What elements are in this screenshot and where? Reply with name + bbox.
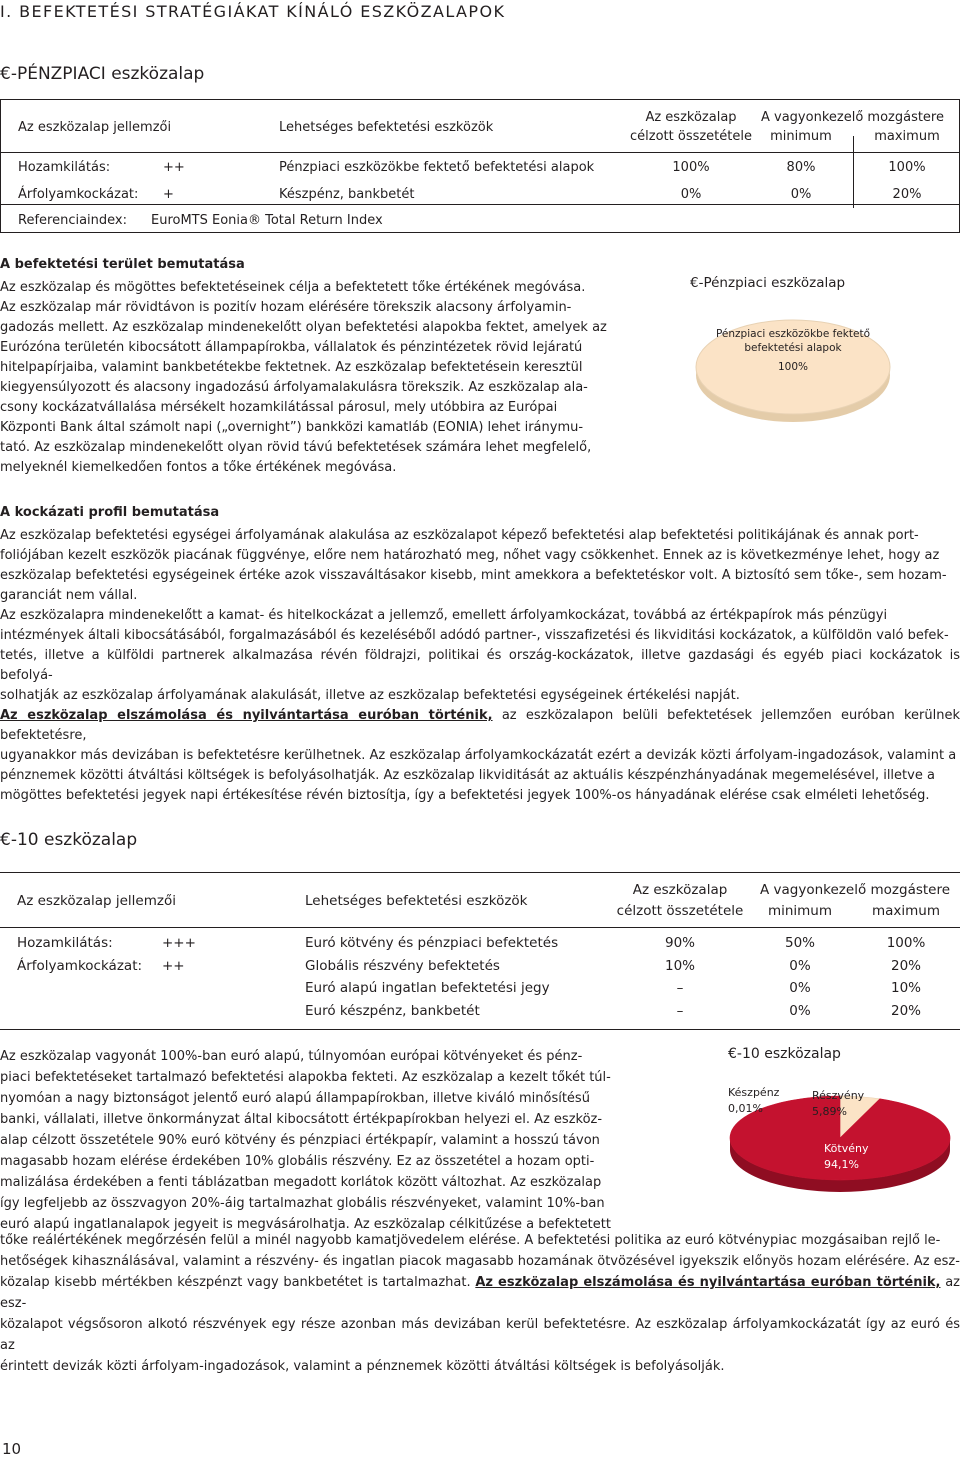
- header-assets: Lehetséges befektetési eszközök: [305, 893, 528, 909]
- row-asset: Globális részvény befektetés: [305, 958, 500, 974]
- row-rating: ++: [162, 958, 185, 974]
- row-target: 100%: [672, 160, 710, 175]
- header-characteristics: Az eszközalap jellemzői: [18, 120, 172, 135]
- text-line: magasabb hozam elérése érdekében 10% globális részvény. Ez az összetétel a hozam opti-: [0, 1154, 595, 1169]
- row-asset: Euró készpénz, bankbetét: [305, 1003, 480, 1019]
- header-manager-range: A vagyonkezelő mozgástere: [760, 882, 951, 898]
- chart-title: €-Pénzpiaci eszközalap: [690, 275, 846, 291]
- slice-label-equity: Részvény: [812, 1089, 865, 1102]
- row-target: –: [676, 1003, 684, 1019]
- text-line: ugyanakkor más devizában is befektetésre kerülhetnek. Az eszközalap árfolyamkockázatát ezért a devizák közti árfolyam-ingadozások, valamint a: [0, 748, 957, 763]
- text-line: euró alapú ingatlanalapok jegyeit is megvásárolhatja. Az eszközalap célkitűzése a befektetett: [0, 1217, 611, 1232]
- header-assets: Lehetséges befektetési eszközök: [279, 120, 494, 135]
- row-minimum: 0%: [790, 187, 812, 202]
- slice-label-line1: Pénzpiaci eszközökbe fektető: [715, 328, 871, 340]
- section-heading-investment-area: A befektetési terület bemutatása: [0, 257, 245, 272]
- text-line: tetés, illetve a külföldi partnerek alkalmazása révén földrajzi, politikai és ország-kockázatok, illetve gazdasági és egyéb piaci kockázatok is befolyá-: [0, 648, 960, 683]
- header-target-line2: célzott összetétele: [630, 129, 752, 144]
- text-line: alap célzott összetétele 90% euró kötvény és pénzpiaci értékpapír, valamint a hosszú távon: [0, 1133, 600, 1148]
- header-target-line1: Az eszközalap: [632, 882, 728, 898]
- text-line: Központi Bank által számolt napi („overnight”) bankközi kamatláb (EONIA) lehet iránymu-: [0, 420, 584, 435]
- text-line: csony kockázatvállalása mérsékelt hozamkilátással párosul, mely utóbbira az Európai: [0, 400, 558, 415]
- header-minimum: minimum: [767, 903, 833, 919]
- row-maximum: 20%: [890, 1003, 921, 1019]
- row-label: Árfolyamkockázat:: [17, 958, 143, 974]
- text-line: [0, 706, 960, 746]
- row-maximum: 20%: [890, 958, 921, 974]
- text-line: Az eszközalap már rövidtávon is pozitív hozam elérésére törekszik alacsony árfolyamin-: [0, 300, 572, 315]
- table-reference-band: [1, 204, 959, 233]
- row-label: Hozamkilátás:: [17, 935, 113, 951]
- text-line: eszközalap befektetési egységeinek értéke azok visszaváltásakor kisebb, mint amekkora a befektetéskor volt. A biztosító sem tőke-, sem hozam-: [0, 568, 947, 583]
- text-line: hetőségek kihasználásával, valamint a részvény- és ingatlan piacok magasabb hozamának ötvözésével igyekszik előnyös hozam elérésére. Az esz-: [0, 1254, 960, 1269]
- reference-index-value: EuroMTS Eonia® Total Return Index: [151, 213, 383, 228]
- section-heading-risk-profile: A kockázati profil bemutatása: [0, 505, 220, 520]
- text-line: így legfeljebb az összvagyon 20%-áig tartalmazhat globális részvényeket, valamint 10%-ban: [0, 1196, 605, 1211]
- row-minimum: 80%: [786, 160, 816, 175]
- header-minimum: minimum: [770, 129, 832, 144]
- text-line: garanciát nem vállal.: [0, 588, 138, 603]
- text-line: közalapot végsősoron alkotó részvények egy része azonban más devizában kerül befektetésre. Az eszközalap árfolyamkockázatát így az euró és az: [0, 1317, 960, 1353]
- row-target: 90%: [664, 935, 695, 951]
- text-line: Az eszközalap befektetési egységei árfolyamának alakulása az eszközalapot képező befektetési alap befektetési politikájának és annak port-: [0, 528, 919, 543]
- pie-chart-money-market: [690, 275, 900, 415]
- slice-value-label: 100%: [777, 361, 809, 373]
- row-minimum: 50%: [784, 935, 815, 951]
- text-line: foliójában kezelt eszközök piacának függvénye, előre nem határozható meg, nőhet vagy csökkenhet. Ennek az is következménye lehet, hogy az: [0, 548, 940, 563]
- chart-title: €-10 eszközalap: [728, 1046, 841, 1062]
- text-line: melyeknél kiemelkedően fontos a tőke értékének megóvása.: [0, 460, 397, 475]
- text-line: [0, 1272, 960, 1314]
- row-maximum: 10%: [890, 980, 921, 996]
- section-title-euro-10: €-10 eszközalap: [0, 830, 138, 850]
- slice-label-bond: Kötvény: [824, 1142, 869, 1155]
- slice-value-bond: 94,1%: [824, 1158, 859, 1171]
- text-line: solhatják az eszközalap árfolyamának alakulását, illetve az eszközalap befektetési egységeinek értékelési napját.: [0, 688, 740, 703]
- text-span: az eszközalapon belüli befektetések jellemzően euróban kerülnek befektetésre,: [0, 708, 960, 743]
- header-target-line1: Az eszközalap: [645, 110, 737, 125]
- euro-10-body-text: [0, 1046, 612, 1235]
- text-line: Az eszközalapra mindenekelőtt a kamat- és hitelkockázat a jellemző, emellett árfolyamkockázat, továbbá az értékpapírok más pénzügyi: [0, 608, 888, 623]
- slice-label-cash: Készpénz: [728, 1086, 780, 1099]
- row-asset: Euró alapú ingatlan befektetési jegy: [305, 980, 550, 996]
- text-line: malizálása érdekében a fenti táblázatban megadott korlátok között változhat. Az eszközalap: [0, 1175, 602, 1190]
- text-line: nyomóan a nagy biztonságot jelentő euró alapú állampapírokban, illetve kiváló minősítésű: [0, 1091, 590, 1106]
- row-maximum: 100%: [888, 160, 926, 175]
- text-line: piaci befektetéseket tartalmazó befektetési alapokba fekteti. Az eszközalap a kezelt tőkét túl-: [0, 1070, 611, 1085]
- allocation-table-1: [0, 99, 960, 233]
- pie-chart-svg: [720, 1046, 960, 1196]
- row-asset: Készpénz, bankbetét: [279, 187, 415, 202]
- row-target: 10%: [664, 958, 695, 974]
- row-maximum: 100%: [886, 935, 926, 951]
- slice-value-cash: 0,01%: [728, 1102, 763, 1115]
- text-line: tató. Az eszközalap mindenekelőtt olyan rövid távú befektetések számára lehet megfelelő,: [0, 440, 592, 455]
- row-asset: Pénzpiaci eszközökbe fektető befektetési alapok: [279, 160, 595, 175]
- euro-10-full-width-text: [0, 1230, 960, 1377]
- row-rating: ++: [163, 160, 185, 175]
- row-minimum: 0%: [789, 958, 811, 974]
- row-target: 0%: [680, 187, 702, 202]
- text-line: tőke reálértékének megőrzésén felül a minél nagyobb kamatjövedelem elérése. A befektetési politika az euró kötvénypiac mozgásaiban rejlő le-: [0, 1233, 941, 1248]
- text-line: Az eszközalap és mögöttes befektetéseinek célja a befektetett tőke értékének megóvása.: [0, 280, 586, 295]
- text-line: érintett devizák közti árfolyam-ingadozások, valamint a pénznemek közötti átváltási költségek is befolyásolják.: [0, 1359, 725, 1374]
- row-maximum: 20%: [892, 187, 922, 202]
- pie-chart-euro-10: [720, 1046, 960, 1196]
- page-number: 10: [2, 1440, 22, 1458]
- row-minimum: 0%: [789, 980, 811, 996]
- underlined-statement: Az eszközalap elszámolása és nyilvántartása euróban történik,: [0, 708, 493, 723]
- text-line: pénznemek közötti átváltási költségek is befolyásolhatják. Az eszközalap likviditását az aktuális készpénzhányadának megemelésével, illetve a: [0, 768, 935, 783]
- row-label: Árfolyamkockázat:: [18, 187, 139, 202]
- row-asset: Euró kötvény és pénzpiaci befektetés: [305, 935, 559, 951]
- text-line: kiegyensúlyozott és alacsony ingadozású árfolyamalakulásra törekszik. Az eszközalap ala-: [0, 380, 588, 395]
- section-title-money-market: €-PÉNZPIACI eszközalap: [0, 64, 205, 84]
- underlined-statement: Az eszközalap elszámolása és nyilvántartása euróban történik,: [475, 1275, 941, 1290]
- investment-area-text: [0, 278, 613, 478]
- header-maximum: maximum: [874, 129, 940, 144]
- text-line: intézmények általi kibocsátásából, forgalmazásából és kezeléséből adódó partner-, visszafizetési és likviditási kockázatok, a külföldön való befek-: [0, 628, 949, 643]
- header-characteristics: Az eszközalap jellemzői: [17, 893, 176, 909]
- text-line: banki, vállalati, illetve önkormányzat által kibocsátott értékpapírokban helyezi el. Az eszköz-: [0, 1112, 603, 1127]
- text-line: mögöttes befektetési jegyek napi értékesítése révén biztosítja, így a befektetési jegyek 100%-os hányadának elérése csak elméleti lehetőség.: [0, 788, 930, 803]
- text-line: hitelpapírjaiba, valamint bankbetétekbe fektetnek. Az eszközalap befektetésein keresztül: [0, 360, 583, 375]
- row-rating: +: [163, 187, 174, 202]
- reference-index-label: Referenciaindex:: [18, 213, 127, 228]
- header-target-line2: célzott összetétele: [616, 903, 744, 919]
- text-line: gadozás mellett. Az eszközalap mindenekelőtt olyan befektetési alapokba fektet, amelyek az: [0, 320, 607, 335]
- row-target: –: [676, 980, 684, 996]
- header-maximum: maximum: [871, 903, 941, 919]
- text-line: Eurózóna területén kibocsátott állampapírokba, vállalatok és pénzintézetek rövid lejáratú: [0, 340, 583, 355]
- row-label: Hozamkilátás:: [18, 160, 111, 175]
- text-span: az esz-: [0, 1275, 960, 1311]
- header-manager-range: A vagyonkezelő mozgástere: [761, 110, 944, 125]
- row-minimum: 0%: [789, 1003, 811, 1019]
- page-title: I. BEFEKTETÉSI STRATÉGIÁKAT KÍNÁLÓ ESZKÖZALAPOK: [0, 2, 506, 21]
- risk-profile-text: [0, 526, 960, 806]
- slice-label-line2: befektetési alapok: [744, 342, 842, 354]
- text-span: közalap kisebb mértékben készpénzt vagy bankbetétet is tartalmazhat.: [0, 1275, 471, 1290]
- slice-value-equity: 5,89%: [812, 1105, 847, 1118]
- text-line: Az eszközalap vagyonát 100%-ban euró alapú, túlnyomóan európai kötvényeket és pénz-: [0, 1049, 583, 1064]
- allocation-table-2: [0, 872, 960, 1030]
- row-rating: +++: [162, 935, 196, 951]
